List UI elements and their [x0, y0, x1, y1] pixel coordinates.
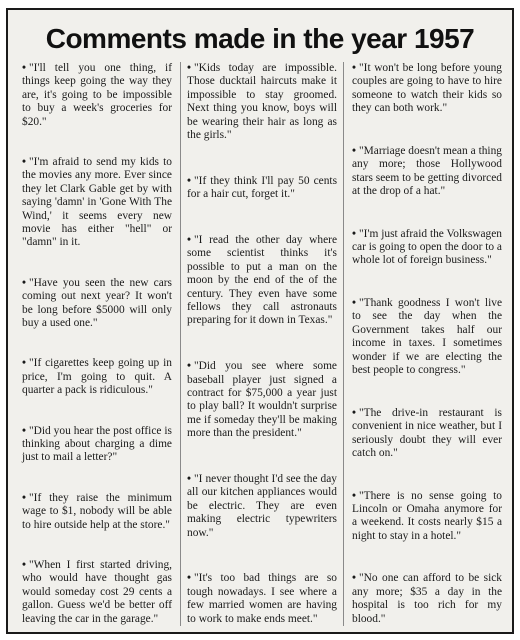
- quote-text: "There is no sense going to Lincoln or Omaha anymore for a weekend. It costs nearly $15 a night to stay in a hotel.": [352, 489, 502, 542]
- bullet-icon: •: [22, 424, 26, 437]
- quote-text: "Did you hear the post office is thinking about charging a dime just to mail a letter?": [22, 424, 172, 464]
- quote-item: [22, 62, 172, 129]
- quote-item: [22, 425, 172, 465]
- bullet-icon: •: [352, 572, 356, 585]
- bullet-icon: •: [22, 357, 26, 370]
- quote-item: [22, 492, 172, 532]
- quote-text: "I never thought I'd see the day all our kitchen appliances would be electric. They are even making electric typewriters now.": [187, 472, 337, 539]
- bullet-icon: •: [352, 62, 356, 74]
- quote-text: "If they think I'll pay 50 cents for a hair cut, forget it.": [187, 174, 337, 201]
- bullet-icon: •: [187, 360, 191, 373]
- quote-text: "The drive-in restaurant is convenient in nice weather, but I seriously doubt they will ever catch on.": [352, 406, 502, 459]
- quote-item: [187, 473, 337, 540]
- quote-item: [352, 62, 502, 116]
- quote-item: [187, 234, 337, 328]
- quote-item: [187, 360, 337, 440]
- quote-text: "When I first started driving, who would have thought gas would someday cost 29 cents a gallon. Guess we'd be better off leaving the car in the garage.": [22, 558, 172, 625]
- column-left: [22, 62, 172, 626]
- quote-item: [352, 145, 502, 199]
- quote-text: "It won't be long before young couples are going to have to hire someone to watch their kids so they can both work.": [352, 62, 502, 115]
- bullet-icon: •: [187, 174, 191, 187]
- quote-item: [187, 62, 337, 142]
- column-right: [352, 62, 502, 626]
- bullet-icon: •: [22, 276, 26, 289]
- quote-item: [187, 175, 337, 202]
- quote-text: "Have you seen the new cars coming out next year? It won't be long before $5000 will only buy a used one.": [22, 276, 172, 330]
- bullet-icon: •: [22, 491, 26, 504]
- quote-item: [22, 277, 172, 331]
- bullet-icon: •: [22, 62, 26, 74]
- quote-columns: [22, 62, 502, 626]
- quote-item: [352, 490, 502, 544]
- headline: Comments made in the year 1957: [45, 23, 475, 54]
- bullet-icon: •: [187, 233, 191, 246]
- quote-item: [352, 297, 502, 377]
- quote-item: [352, 572, 502, 626]
- quote-item: [22, 156, 172, 250]
- quote-text: "If they raise the minimum wage to $1, nobody will be able to hire outside help at the store.": [22, 491, 172, 531]
- bullet-icon: •: [187, 62, 191, 74]
- bullet-icon: •: [352, 297, 356, 310]
- quote-text: "I'm just afraid the Volkswagen car is going to open the door to a whole lot of foreign business.": [352, 227, 502, 267]
- bullet-icon: •: [352, 227, 356, 240]
- bullet-icon: •: [22, 558, 26, 571]
- quote-text: "I read the other day where some scientist thinks it's possible to put a man on the moon by the end of the of the century. They even have some fellows they call astronauts preparing for it down in Texas.": [187, 233, 337, 327]
- bullet-icon: •: [352, 489, 356, 502]
- bullet-icon: •: [22, 156, 26, 168]
- quote-item: [22, 357, 172, 397]
- quote-text: "Kids today are impossible. Those ducktail haircuts make it impossible to stay groomed. Next thing you know, boys will be wearing their hair as long as the girls.": [187, 62, 337, 142]
- bullet-icon: •: [352, 144, 356, 157]
- quote-text: "Marriage doesn't mean a thing any more; those Hollywood stars seem to be getting divorced at the drop of a hat.": [352, 144, 502, 198]
- bullet-icon: •: [187, 572, 191, 585]
- quote-item: [22, 559, 172, 626]
- bullet-icon: •: [187, 472, 191, 485]
- quote-text: "It's too bad things are so tough nowadays. I see where a few married women are having to work to make ends meet.": [187, 572, 337, 625]
- quote-item: [352, 407, 502, 461]
- quote-item: [352, 228, 502, 268]
- quote-text: "I'll tell you one thing, if things keep going the way they are, it's going to be impossible to buy a week's groceries for $20.": [22, 62, 172, 128]
- quote-text: "Did you see where some baseball player just signed a contract for $75,000 a year just to play ball? It wouldn't surprise me if someday they'll be making more than the president.": [187, 360, 337, 440]
- bullet-icon: •: [352, 406, 356, 419]
- quote-text: "I'm afraid to send my kids to the movies any more. Ever since they let Clark Gable get by with saying 'damn' in 'Gone With The Wind,' it seems every new movie has either "hell" or "damn" in it.: [22, 156, 172, 249]
- quote-text: "Thank goodness I won't live to see the day when the Government takes half our income in taxes. I sometimes wonder if we are electing the best people to congress.": [352, 297, 502, 377]
- quote-text: "If cigarettes keep going up in price, I'm going to quit. A quarter a pack is ridiculous.": [22, 357, 172, 397]
- column-middle: [180, 62, 344, 626]
- quote-item: [187, 572, 337, 626]
- newspaper-clipping: [6, 8, 514, 634]
- quote-text: "No one can afford to be sick any more; $35 a day in the hospital is too rich for my blood.": [352, 572, 502, 625]
